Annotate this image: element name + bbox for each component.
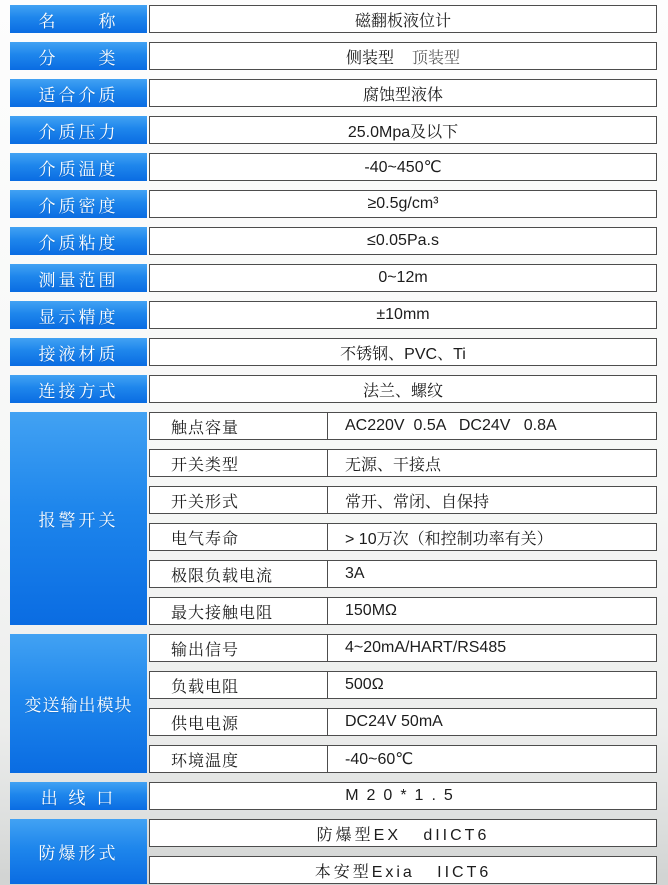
classification-side-mounted: 侧装型	[345, 49, 394, 67]
row-label: 名 称	[10, 5, 147, 33]
row-value: 腐蚀型液体	[149, 79, 657, 107]
sub-row-contact-capacity	[149, 412, 657, 440]
sub-value: 无源、干接点	[345, 456, 442, 474]
row-label: 介质压力	[10, 116, 147, 144]
sub-row-output-signal	[149, 634, 657, 662]
row-label: 接液材质	[10, 338, 147, 366]
row-label: 分 类	[10, 42, 147, 70]
spec-row-measuring-range	[10, 264, 657, 292]
sub-key: 极限负载电流	[150, 561, 328, 587]
spec-row-cable-outlet	[10, 782, 657, 810]
row-value: -40~450℃	[149, 153, 657, 181]
sub-value: -40~60℃	[345, 751, 414, 768]
explosion-proof-type-exia: 本安型Exia IICT6	[149, 856, 657, 884]
sub-row-power-supply	[149, 708, 657, 736]
sub-value: 4~20mA/HART/RS485	[345, 639, 507, 656]
row-value: 25.0Mpa及以下	[149, 116, 657, 144]
sub-value: AC220V 0.5A DC24V 0.8A	[345, 417, 557, 434]
row-value: 0~12m	[149, 264, 657, 292]
spec-row-wetted-material	[10, 338, 657, 366]
spec-row-display-accuracy	[10, 301, 657, 329]
row-value: 法兰、螺纹	[149, 375, 657, 403]
row-value: ±10mm	[149, 301, 657, 329]
row-label: 连接方式	[10, 375, 147, 403]
row-value: ≤0.05Pa.s	[149, 227, 657, 255]
spec-row-connection-type	[10, 375, 657, 403]
sub-key: 开关形式	[150, 487, 328, 513]
row-label: 出 线 口	[10, 782, 147, 810]
row-value: 不锈钢、PVC、Ti	[149, 338, 657, 366]
sub-key: 负载电阻	[150, 672, 328, 698]
sub-value: 500Ω	[345, 676, 384, 693]
spec-row-medium-pressure	[10, 116, 657, 144]
row-label: 适合介质	[10, 79, 147, 107]
group-rows	[149, 412, 657, 625]
sub-row-switch-form	[149, 486, 657, 514]
group-explosion-proof	[10, 819, 657, 884]
sub-key: 最大接触电阻	[150, 598, 328, 624]
sub-key: 触点容量	[150, 413, 328, 439]
group-label: 报警开关	[10, 412, 147, 625]
group-label: 防爆形式	[10, 819, 147, 884]
sub-key: 环境温度	[150, 746, 328, 772]
classification-top-mounted: 顶装型	[412, 49, 461, 67]
row-value	[149, 42, 657, 70]
sub-key: 电气寿命	[150, 524, 328, 550]
sub-key: 输出信号	[150, 635, 328, 661]
row-value: ≥0.5g/cm³	[149, 190, 657, 218]
sub-row-electrical-life	[149, 523, 657, 551]
group-rows	[149, 819, 657, 884]
sub-key: 开关类型	[150, 450, 328, 476]
spec-row-medium-viscosity	[10, 227, 657, 255]
sub-value: > 10万次（和控制功率有关）	[345, 530, 553, 548]
group-label: 变送输出模块	[10, 634, 147, 773]
spec-row-medium-density	[10, 190, 657, 218]
row-label: 显示精度	[10, 301, 147, 329]
group-alarm-switch	[10, 412, 657, 625]
explosion-proof-type-ex: 防爆型EX dIICT6	[149, 819, 657, 847]
sub-row-switch-type	[149, 449, 657, 477]
sub-value: 3A	[345, 565, 365, 582]
group-rows	[149, 634, 657, 773]
row-label: 介质粘度	[10, 227, 147, 255]
spec-row-medium-temperature	[10, 153, 657, 181]
sub-row-ambient-temperature	[149, 745, 657, 773]
spec-row-classification	[10, 42, 657, 70]
sub-key: 供电电源	[150, 709, 328, 735]
row-label: 介质温度	[10, 153, 147, 181]
sub-value: 常开、常闭、自保持	[345, 493, 490, 511]
sub-value: DC24V 50mA	[345, 713, 443, 730]
row-value: 磁翻板液位计	[149, 5, 657, 33]
spec-row-suitable-medium	[10, 79, 657, 107]
group-transmitter-module	[10, 634, 657, 773]
sub-row-limit-load-current	[149, 560, 657, 588]
row-label: 测量范围	[10, 264, 147, 292]
row-value: M20*1.5	[149, 782, 657, 810]
sub-value: 150MΩ	[345, 602, 397, 619]
row-label: 介质密度	[10, 190, 147, 218]
spec-row-name	[10, 5, 657, 33]
sub-row-load-resistance	[149, 671, 657, 699]
sub-row-max-contact-resistance	[149, 597, 657, 625]
